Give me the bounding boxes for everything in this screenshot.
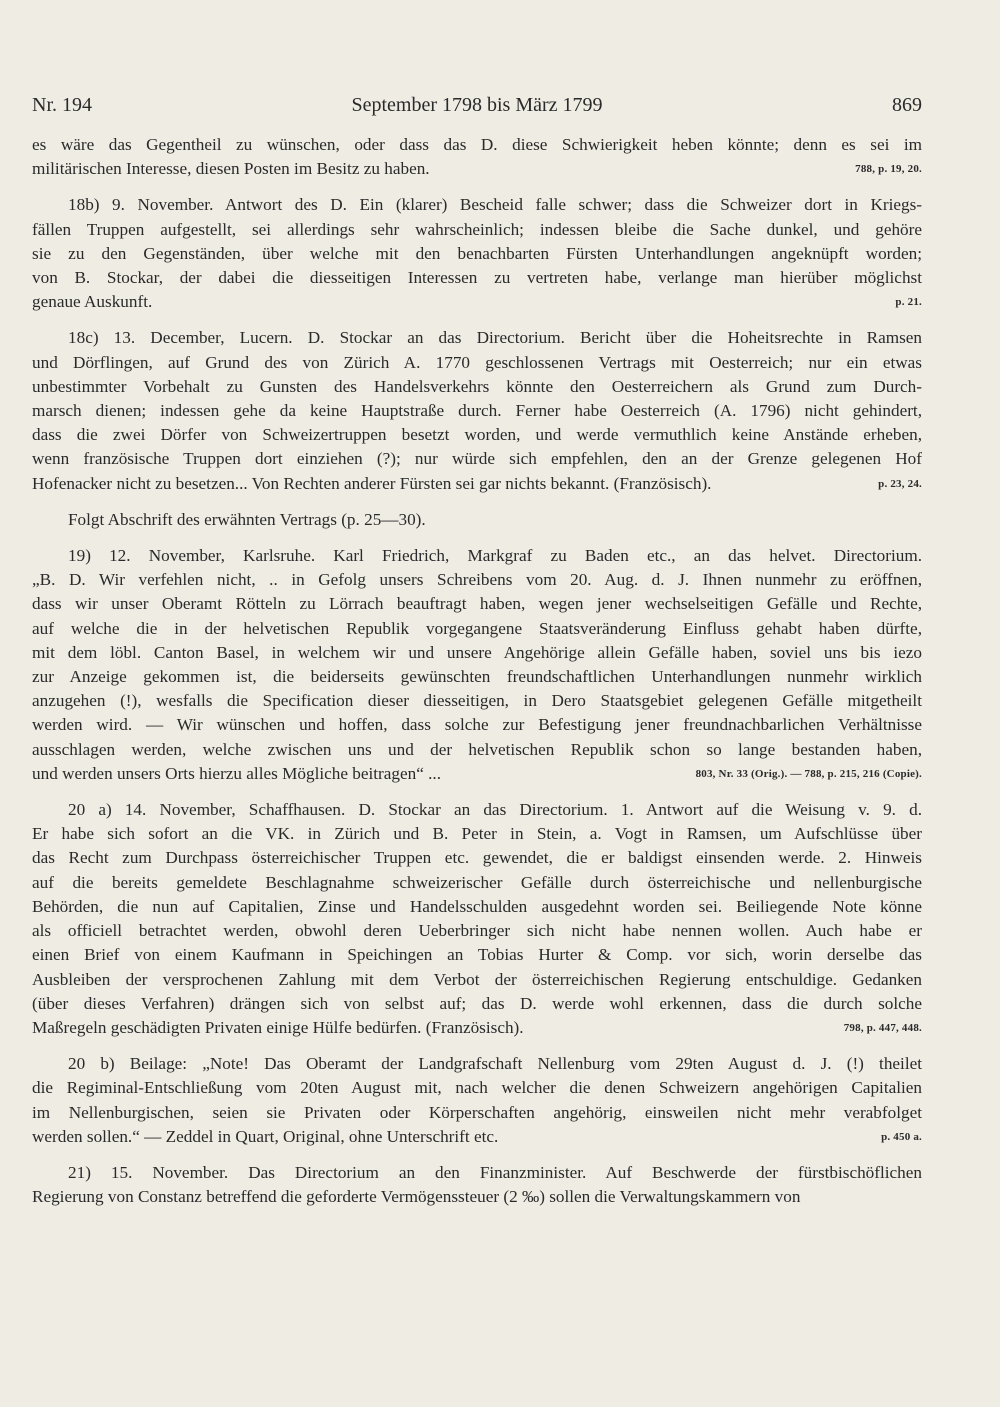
text-line: von B. Stockar, der dabei die diesseitigen Interessen zu vertreten habe, verlange man hierüber möglichst <box>32 268 922 288</box>
text-line: auf die bereits gemeldete Beschlagnahme schweizerischer Gefälle durch österreichische und nellenburgische <box>32 872 922 892</box>
text-line: 20 a) 14. November, Schaffhausen. D. Stockar an das Directorium. 1. Antwort auf die Weisung v. 9. d. <box>68 800 922 820</box>
text-line: im Nellenburgischen, seien sie Privaten oder Körperschaften angehörig, einsweilen nicht mehr verabfolget <box>32 1102 922 1122</box>
text-line: einen Brief von einem Kaufmann in Speichingen an Tobias Hurter & Comp. vor sich, worin derselbe das <box>32 945 922 965</box>
text-line: Ausbleiben der versprochenen Zahlung mit dem Verbot der österreichischen Regierung entschuldige. Gedanken <box>32 969 922 989</box>
text-line: Regierung von Constanz betreffend die geforderte Vermögenssteuer (2 ‰) sollen die Verwaltungskammern von <box>32 1187 801 1207</box>
line-text: genaue Auskunft. <box>32 292 153 312</box>
text-line: wenn französische Truppen dort einziehen (?); nur würde sich empfehlen, den an der Grenze gelegenen Hof <box>32 449 922 469</box>
text-line: marsch dienen; indessen gehe da keine Hauptstraße durch. Ferner habe Oesterreich (A. 1796) nicht gehindert, <box>32 401 922 421</box>
document-body <box>32 133 922 1209</box>
text-line: „B. D. Wir verfehlen nicht, .. in Gefolg unsers Schreibens vom 20. Aug. d. J. Ihnen nunmehr zu eröffnen, <box>32 570 922 590</box>
line-text: militärischen Interesse, diesen Posten im Besitz zu haben. <box>32 159 430 179</box>
text-line: (über dieses Verfahren) drängen sich von selbst auf; das D. werde wohl erkennen, dass die durch solche <box>32 993 922 1013</box>
line-text: und werden unsers Orts hierzu alles Mögliche beitragen“ ... <box>32 763 442 783</box>
text-line: auf welche die in der helvetischen Republik vorgegangene Staatsveränderung Einfluss gehabt haben dürfte, <box>32 618 922 638</box>
paragraph-p7 <box>32 1052 922 1149</box>
line-text: Hofenacker nicht zu besetzen... Von Rechten anderer Fürsten sei gar nichts bekannt. (Französisch). <box>32 473 712 493</box>
source-reference: 803, Nr. 33 (Orig.). — 788, p. 215, 216 (Copie). <box>695 767 922 780</box>
text-line: fällen Truppen aufgestellt, sei allerdings sehr wahrscheinlich; indessen bleibe die Sache dunkel, und gehöre <box>32 219 922 239</box>
text-line: werden wird. — Wir wünschen und hoffen, dass solche zur Befestigung jener freundnachbarlichen Verhältnisse <box>32 715 922 735</box>
paragraph-p8 <box>32 1161 922 1209</box>
text-line: Behörden, die nun auf Capitalien, Zinse und Handelsschulden ausgedehnt worden sei. Beiliegende Note könne <box>32 896 922 916</box>
text-line <box>32 762 922 786</box>
text-line: ausschlagen werden, welche zwischen uns und der helvetischen Republik schon so lange bestanden haben, <box>32 739 922 759</box>
text-line: 19) 12. November, Karlsruhe. Karl Friedrich, Markgraf zu Baden etc., an das helvet. Directorium. <box>68 546 922 566</box>
text-line: mit dem löbl. Canton Basel, in welchem wir und unsere Angehörige allein Gefälle haben, soviel uns bis iezo <box>32 642 922 662</box>
line-text: Maßregeln geschädigten Privaten einige Hülfe bedürfen. (Französisch). <box>32 1017 524 1037</box>
document-number: Nr. 194 <box>32 94 92 116</box>
source-reference: p. 21. <box>895 296 922 309</box>
paragraph-p1 <box>32 133 922 181</box>
source-reference: p. 23, 24. <box>878 477 922 490</box>
text-line: 20 b) Beilage: „Note! Das Oberamt der Landgrafschaft Nellenburg vom 29ten August d. J. (!) theilet <box>68 1054 922 1074</box>
text-line: 18b) 9. November. Antwort des D. Ein (klarer) Bescheid falle schwer; dass die Schweizer dort in Kriegs- <box>68 195 922 215</box>
text-line: das Recht zum Durchpass österreichischer Truppen etc. gewendet, die er baldigst einsenden werde. 2. Hinweis <box>32 848 922 868</box>
text-line <box>32 157 922 181</box>
text-line: Er habe sich sofort an die VK. in Zürich und B. Peter in Stein, a. Vogt in Ramsen, um Aufschlüsse über <box>32 824 922 844</box>
source-reference: p. 450 a. <box>881 1130 922 1143</box>
running-header <box>32 94 922 124</box>
text-line: sie zu den Gegenständen, über welche mit den benachbarten Fürsten Unterhandlungen angeknüpft worden; <box>32 243 922 263</box>
text-line: es wäre das Gegentheil zu wünschen, oder dass das D. diese Schwierigkeit heben könnte; denn es sei im <box>32 135 922 154</box>
text-line: dass wir unser Oberamt Rötteln zu Lörrach beauftragt haben, wegen jener wechselseitigen Gefälle und Rechte, <box>32 594 922 614</box>
text-line: zur Anzeige gekommen ist, die beiderseits gewünschten freundschaftlichen Unterhandlungen nunmehr wirklich <box>32 667 922 687</box>
text-line: 18c) 13. December, Lucern. D. Stockar an das Directorium. Bericht über die Hoheitsrechte in Ramsen <box>68 328 922 348</box>
paragraph-p5 <box>32 544 922 786</box>
source-reference: 788, p. 19, 20. <box>855 163 922 176</box>
source-reference: 798, p. 447, 448. <box>843 1021 922 1034</box>
text-line: dass die zwei Dörfer von Schweizertruppen besetzt worden, und werde vermuthlich keine Anstände erheben, <box>32 425 922 445</box>
text-line <box>32 1125 922 1149</box>
paragraph-p6 <box>32 798 922 1040</box>
text-line: anzugehen (!), wesfalls die Specification dieser diesseitigen, in Dero Staatsgebiet gelegenen Gefälle mitgetheilt <box>32 691 922 711</box>
text-line: unbestimmter Vorbehalt zu Gunsten des Handelsverkehrs könnte den Oesterreichern als Grund zum Durch- <box>32 376 922 396</box>
paragraph-p4 <box>32 508 922 532</box>
text-line: Folgt Abschrift des erwähnten Vertrags (p. 25—30). <box>68 509 426 529</box>
text-line <box>32 1016 922 1040</box>
text-line: und Dörflingen, auf Grund des von Zürich A. 1770 geschlossenen Vertrags mit Oesterreich; nur ein etwas <box>32 352 922 372</box>
text-line <box>32 290 922 314</box>
text-line: als officiell betrachtet werden, obwohl deren Ueberbringer sich nicht habe nennen wollen. Auch habe er <box>32 921 922 941</box>
paragraph-p3 <box>32 326 922 495</box>
page-number: 869 <box>892 94 922 116</box>
text-line: 21) 15. November. Das Directorium an den Finanzminister. Auf Beschwerde der fürstbischöflichen <box>68 1162 922 1182</box>
paragraph-p2 <box>32 193 922 314</box>
text-line: die Regiminal-Entschließung vom 20ten August mit, nach welcher die denen Schweizern angehörigen Capitalien <box>32 1078 922 1098</box>
date-range-title: September 1798 bis März 1799 <box>351 94 603 116</box>
text-line <box>32 472 922 496</box>
line-text: werden sollen.“ — Zeddel in Quart, Original, ohne Unterschrift etc. <box>32 1126 499 1146</box>
